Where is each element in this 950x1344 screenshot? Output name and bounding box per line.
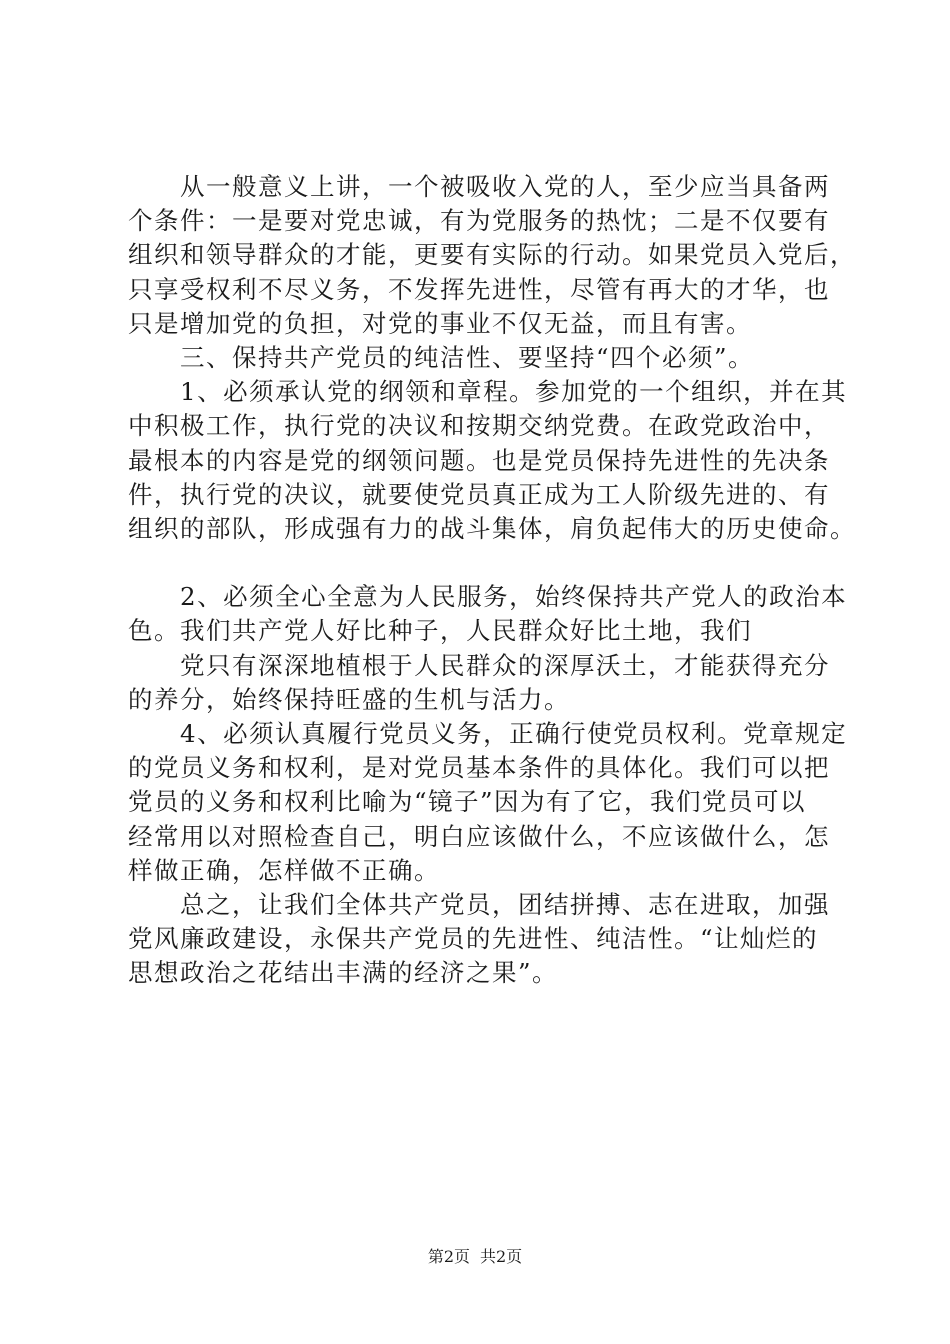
paragraph-line: 党风廉政建设，永保共产党员的先进性、纯洁性。“让灿烂的 bbox=[128, 924, 819, 954]
document-body bbox=[128, 170, 856, 991]
paragraph-line: 只是增加党的负担，对党的事业不仅无益，而且有害。 bbox=[128, 308, 752, 338]
paragraph-line: 色。我们共产党人好比种子，人民群众好比土地，我们 bbox=[128, 616, 752, 646]
paragraph-line: 4、必须认真履行党员义务，正确行使党员权利。党章规定 bbox=[180, 719, 848, 748]
paragraph-line: 经常用以对照检查自己，明白应该做什么，不应该做什么，怎 bbox=[128, 821, 830, 851]
paragraph-line: 只享受权利不尽义务，不发挥先进性，尽管有再大的才华，也 bbox=[128, 274, 830, 304]
paragraph-line: 的养分，始终保持旺盛的生机与活力。 bbox=[128, 684, 570, 714]
section-heading: 三、保持共产党员的纯洁性、要坚持“四个必须”。 bbox=[180, 342, 755, 372]
paragraph-line: 党只有深深地植根于人民群众的深厚沃土，才能获得充分 bbox=[180, 650, 830, 680]
paragraph-line: 总之，让我们全体共产党员，团结拼搏、志在进取，加强 bbox=[180, 889, 830, 919]
paragraph-line: 样做正确，怎样做不正确。 bbox=[128, 855, 440, 885]
paragraph-line: 组织的部队，形成强有力的战斗集体，肩负起伟大的历史使命。 bbox=[128, 513, 856, 543]
paragraph-line: 2、必须全心全意为人民服务，始终保持共产党人的政治本 bbox=[180, 582, 848, 612]
paragraph-line: 件，执行党的决议，就要使党员真正成为工人阶级先进的、有 bbox=[128, 479, 830, 509]
paragraph-line: 中积极工作，执行党的决议和按期交纳党费。在政党政治中， bbox=[128, 411, 830, 441]
page-number: 第2页 bbox=[427, 1247, 470, 1266]
page-total: 共2页 bbox=[480, 1247, 523, 1266]
paragraph-line: 的党员义务和权利，是对党员基本条件的具体化。我们可以把 bbox=[128, 753, 830, 783]
paragraph-line: 党员的义务和权利比喻为“镜子”因为有了它，我们党员可以 bbox=[128, 787, 807, 817]
paragraph-line: 最根本的内容是党的纲领问题。也是党员保持先进性的先决条 bbox=[128, 445, 830, 475]
paragraph-line: 从一般意义上讲，一个被吸收入党的人，至少应当具备两 bbox=[180, 172, 830, 201]
paragraph-line: 思想政治之花结出丰满的经济之果”。 bbox=[128, 958, 559, 988]
paragraph-gap bbox=[128, 546, 833, 580]
page-footer bbox=[0, 1244, 950, 1267]
paragraph-line: 个条件：一是要对党忠诚，有为党服务的热忱；二是不仅要有 bbox=[128, 206, 830, 236]
paragraph-line: 组织和领导群众的才能，更要有实际的行动。如果党员入党后， bbox=[128, 240, 856, 270]
paragraph-line: 1、必须承认党的纲领和章程。参加党的一个组织，并在其 bbox=[180, 377, 848, 407]
